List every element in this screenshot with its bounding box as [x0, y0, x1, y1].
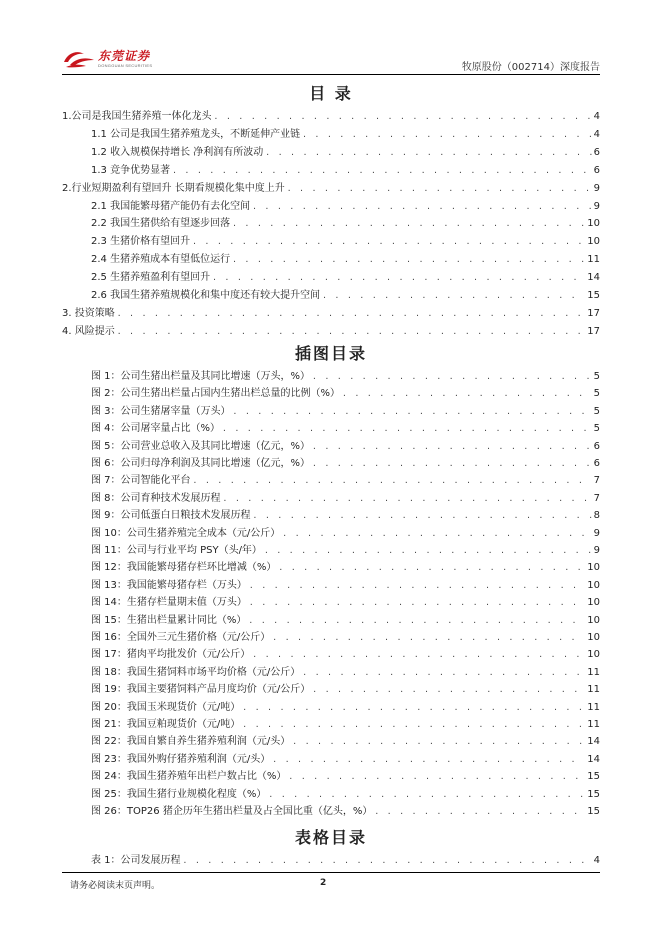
entry-label: 图 13：我国能繁母猪存栏（万头） — [91, 579, 247, 591]
figure-entry[interactable] — [91, 440, 600, 454]
entry-label: 2.1 我国能繁母猪产能仍有去化空间 — [91, 200, 251, 212]
dot-leader — [302, 128, 592, 142]
dot-leader — [253, 509, 592, 523]
entry-label: 图 24：我国生猪养殖年出栏户数占比（%） — [91, 771, 287, 783]
figure-entry[interactable] — [91, 753, 600, 767]
disclaimer-note: 请务必阅读末页声明。 — [70, 881, 161, 891]
entry-label: 图 17：猪肉平均批发价（元/公斤） — [91, 649, 251, 661]
entry-page-number: 6 — [593, 440, 600, 452]
figure-entry[interactable] — [91, 492, 600, 506]
entry-page-number: 9 — [593, 200, 600, 212]
dot-leader — [117, 307, 586, 321]
figure-entry[interactable] — [91, 805, 600, 819]
entry-label: 2.5 生猪养殖盈利有望回升 — [91, 272, 211, 284]
entry-label: 图 15：生猪出栏量累计同比（%） — [91, 614, 247, 626]
entry-label: 图 23：我国外购仔猪养殖利润（元/头） — [91, 753, 271, 765]
entry-label: 图 25：我国生猪行业规模化程度（%） — [91, 788, 267, 800]
toc-entry[interactable] — [91, 128, 600, 142]
dot-leader — [249, 579, 585, 593]
entry-label: 2.2 我国生猪供给有望逐步回落 — [91, 218, 231, 230]
dot-leader — [264, 544, 592, 558]
figure-entry[interactable] — [91, 735, 600, 749]
entry-label: 图 14：生猪存栏量期末值（万头） — [91, 597, 247, 609]
figures-title: 插图目录 — [294, 344, 367, 363]
dot-leader — [117, 325, 586, 339]
header-divider — [62, 74, 600, 75]
entry-label: 1.1 公司是我国生猪养殖龙头，不断延伸产业链 — [91, 128, 301, 140]
entry-label: 2.4 生猪养殖成本有望低位运行 — [91, 254, 231, 266]
entry-label: 图 20：我国玉米现货价（元/吨） — [91, 701, 241, 713]
entry-page-number: 6 — [593, 164, 600, 176]
entry-label: 图 11：公司与行业平均 PSY（头/年） — [91, 545, 262, 556]
entry-label: 图 7：公司智能化平台 — [91, 475, 191, 487]
entry-page-number: 11 — [587, 684, 600, 696]
entry-label: 图 1：公司生猪出栏量及其同比增速（万头，%） — [91, 371, 311, 382]
dot-leader — [278, 561, 585, 575]
figure-entry[interactable] — [91, 648, 600, 662]
figure-entry[interactable] — [91, 457, 600, 471]
entry-page-number: 6 — [593, 458, 600, 469]
entry-label: 图 6：公司归母净利润及其同比增速（亿元，%） — [91, 458, 311, 469]
entry-page-number: 10 — [587, 632, 600, 643]
entry-page-number: 11 — [587, 719, 600, 730]
entry-label: 图 8：公司育种技术发展历程 — [91, 492, 221, 504]
company-logo — [62, 46, 152, 72]
dot-leader — [312, 457, 592, 471]
dot-leader — [233, 405, 592, 419]
figure-entry[interactable] — [91, 788, 600, 802]
tables-title: 表格目录 — [294, 828, 367, 847]
dot-leader — [214, 110, 592, 124]
entry-label: 表 1：公司发展历程 — [91, 855, 181, 866]
report-title: 牧原股份（002714）深度报告 — [461, 62, 600, 73]
page-header — [62, 44, 600, 74]
entry-label: 1.3 竞争优势显著 — [91, 164, 171, 176]
figure-entry[interactable] — [91, 718, 600, 732]
dot-leader — [249, 596, 585, 610]
dot-leader — [172, 164, 592, 178]
entry-page-number: 7 — [593, 492, 600, 504]
toc-entry[interactable] — [91, 200, 600, 214]
entry-page-number: 15 — [587, 806, 600, 817]
entry-label: 图 4：公司屠宰量占比（%） — [91, 423, 221, 435]
dot-leader — [232, 217, 585, 231]
dot-leader — [193, 474, 592, 488]
dot-leader — [222, 422, 592, 436]
toc-entry[interactable] — [91, 235, 600, 249]
table-entry[interactable] — [91, 854, 600, 868]
dot-leader — [242, 701, 585, 715]
figure-entry[interactable] — [91, 405, 600, 419]
figure-entry[interactable] — [91, 370, 600, 384]
entry-page-number: 10 — [587, 649, 600, 661]
toc-title: 目 录 — [309, 84, 353, 103]
entry-label: 图 22：我国自繁自养生猪养殖利润（元/头） — [91, 736, 291, 748]
entry-page-number: 8 — [593, 510, 600, 522]
entry-label: 2.6 我国生猪养殖规模化和集中度还有较大提升空间 — [91, 290, 321, 301]
entry-page-number: 4 — [593, 128, 600, 140]
dot-leader — [248, 614, 585, 628]
dot-leader — [272, 631, 585, 645]
dot-leader — [272, 753, 585, 767]
entry-page-number: 5 — [593, 371, 600, 382]
toc-entry[interactable] — [62, 110, 600, 124]
entry-page-number: 7 — [593, 475, 600, 487]
figure-entry[interactable] — [91, 527, 600, 541]
dot-leader — [265, 146, 591, 160]
entry-page-number: 6 — [593, 146, 600, 158]
dot-leader — [312, 440, 592, 454]
toc-entry[interactable] — [62, 182, 600, 196]
dot-leader — [288, 770, 585, 784]
dot-leader — [342, 387, 592, 401]
entry-label: 图 5：公司营业总收入及其同比增速（亿元，%） — [91, 440, 311, 452]
figure-entry[interactable] — [91, 596, 600, 610]
dot-leader — [192, 235, 585, 249]
entry-page-number: 15 — [587, 290, 600, 301]
entry-label: 图 3：公司生猪屠宰量（万头） — [91, 405, 231, 417]
footer-divider — [62, 872, 600, 873]
toc-entry[interactable] — [91, 164, 600, 178]
entry-page-number: 9 — [593, 527, 600, 539]
dot-leader — [232, 253, 585, 267]
entry-label: 图 26：TOP26 猪企历年生猪出栏量及占全国比重（亿头，%） — [91, 806, 373, 817]
dot-leader — [212, 271, 585, 285]
entry-label: 图 9：公司低蛋白日粮技术发展历程 — [91, 510, 251, 522]
dot-leader — [312, 370, 592, 384]
entry-page-number: 17 — [587, 325, 600, 337]
dot-leader — [268, 788, 585, 802]
figure-entry[interactable] — [91, 701, 600, 715]
entry-page-number: 17 — [587, 307, 600, 319]
entry-label: 1.公司是我国生猪养殖一体化龙头 — [62, 111, 212, 122]
dot-leader — [183, 854, 592, 868]
dot-leader — [287, 182, 592, 196]
figure-entry[interactable] — [91, 561, 600, 575]
entry-label: 1.2 收入规模保持增长 净利润有所波动 — [91, 146, 264, 158]
logo-chinese-name: 东莞证券 — [98, 49, 151, 63]
dot-leader — [223, 492, 592, 506]
figure-entry[interactable] — [91, 509, 600, 523]
entry-page-number: 11 — [587, 666, 600, 678]
dot-leader — [322, 289, 585, 303]
figure-entry[interactable] — [91, 474, 600, 488]
toc-entry[interactable] — [91, 146, 600, 160]
dongguan-securities-logo-icon — [62, 48, 96, 70]
figure-entry[interactable] — [91, 683, 600, 697]
figure-entry[interactable] — [91, 544, 600, 558]
entry-label: 4. 风险提示 — [62, 325, 115, 337]
figure-entry[interactable] — [91, 614, 600, 628]
entry-label: 2.3 生猪价格有望回升 — [91, 236, 191, 248]
entry-label: 图 12：我国能繁母猪存栏环比增减（%） — [91, 562, 277, 574]
toc-entry[interactable] — [91, 217, 600, 231]
figure-entry[interactable] — [91, 422, 600, 436]
dot-leader — [312, 683, 585, 697]
entry-page-number: 10 — [587, 218, 600, 230]
entry-page-number: 9 — [593, 182, 600, 194]
entry-page-number: 10 — [587, 579, 600, 591]
entry-label: 图 19：我国主要猪饲料产品月度均价（元/公斤） — [91, 684, 311, 696]
dot-leader — [252, 200, 592, 214]
page-number: 2 — [320, 878, 327, 888]
entry-page-number: 15 — [587, 788, 600, 800]
entry-label: 图 18：我国生猪饲料市场平均价格（元/公斤） — [91, 666, 301, 678]
entry-page-number: 10 — [587, 562, 600, 574]
entry-page-number: 14 — [587, 736, 600, 748]
entry-page-number: 10 — [587, 614, 600, 626]
entry-label: 图 2：公司生猪出栏量占国内生猪出栏总量的比例（%） — [91, 388, 341, 400]
figure-entry[interactable] — [91, 387, 600, 401]
dot-leader — [242, 718, 585, 732]
figure-entry[interactable] — [91, 631, 600, 645]
dot-leader — [252, 648, 585, 662]
toc-entry[interactable] — [91, 253, 600, 267]
entry-page-number: 10 — [587, 236, 600, 248]
entry-page-number: 11 — [587, 701, 600, 713]
figure-entry[interactable] — [91, 579, 600, 593]
entry-page-number: 14 — [587, 753, 600, 765]
entry-page-number: 4 — [593, 111, 600, 122]
toc-entry[interactable] — [91, 289, 600, 303]
entry-page-number: 15 — [587, 771, 600, 783]
entry-page-number: 9 — [593, 545, 600, 556]
entry-label: 图 21：我国豆粕现货价（元/吨） — [91, 719, 241, 730]
entry-page-number: 10 — [587, 597, 600, 609]
entry-page-number: 14 — [587, 272, 600, 284]
entry-page-number: 4 — [593, 855, 600, 866]
dot-leader — [374, 805, 585, 819]
logo-english-name: DONGGUAN SECURITIES — [98, 63, 153, 68]
entry-page-number: 5 — [593, 388, 600, 400]
toc-entry[interactable] — [62, 325, 600, 339]
toc-entry[interactable] — [91, 271, 600, 285]
dot-leader — [302, 666, 585, 680]
entry-label: 3. 投资策略 — [62, 307, 115, 319]
figure-entry[interactable] — [91, 666, 600, 680]
entry-page-number: 5 — [593, 405, 600, 417]
entry-page-number: 5 — [593, 423, 600, 435]
entry-label: 图 10：公司生猪养殖完全成本（元/公斤） — [91, 527, 281, 539]
entry-label: 2.行业短期盈利有望回升 长期看规模化集中度上升 — [62, 182, 285, 194]
dot-leader — [282, 527, 591, 541]
dot-leader — [292, 735, 585, 749]
entry-page-number: 11 — [587, 254, 600, 266]
entry-label: 图 16：全国外三元生猪价格（元/公斤） — [91, 632, 271, 643]
toc-entry[interactable] — [62, 307, 600, 321]
figure-entry[interactable] — [91, 770, 600, 784]
